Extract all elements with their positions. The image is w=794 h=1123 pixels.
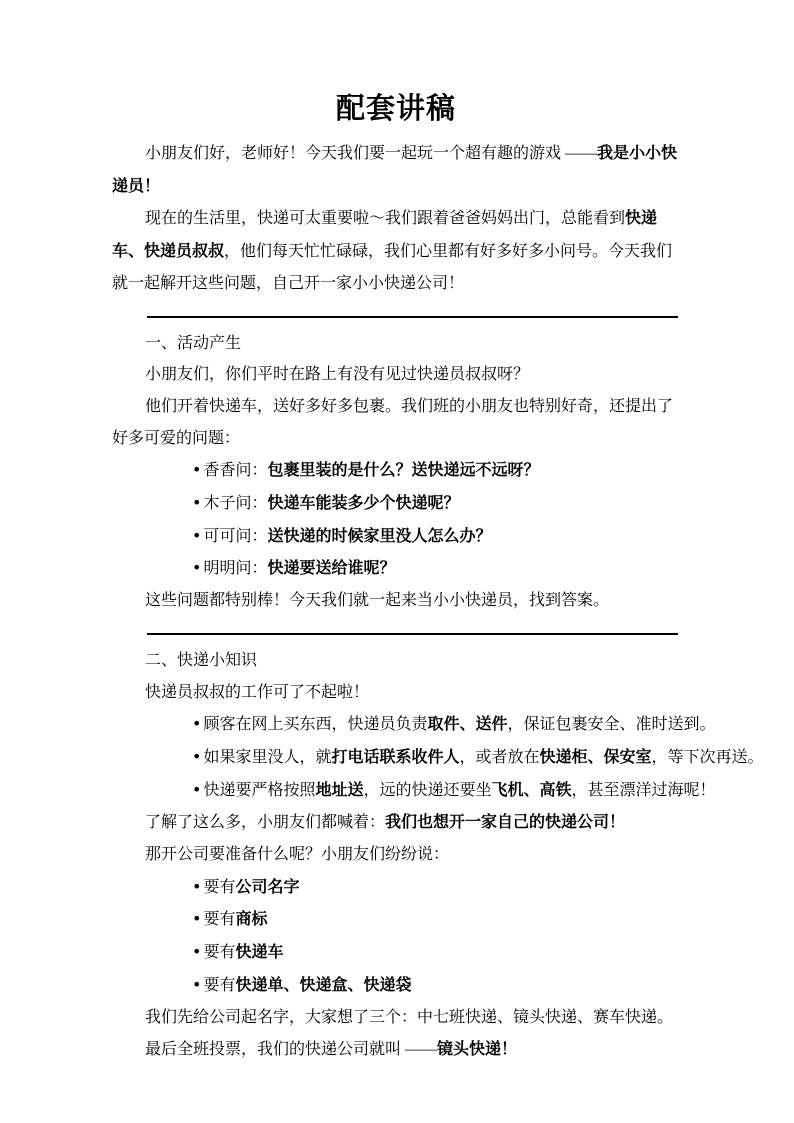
bullet-list-item — [112, 552, 680, 585]
text-segment: 木子问： — [203, 495, 268, 513]
text-segment: 一、活动产生 — [145, 334, 242, 352]
bullet-icon: • — [192, 909, 202, 929]
text-segment: 那开公司要准备什么呢？小朋友们纷纷说： — [145, 846, 450, 864]
paragraph — [112, 585, 680, 617]
text-segment: 如果家里没人，就 — [203, 748, 332, 766]
bullet-icon: • — [192, 876, 202, 896]
text-segment: 公司名字 — [235, 876, 300, 896]
bullet-icon: • — [192, 942, 202, 962]
text-segment: 香香问： — [203, 462, 268, 480]
text-segment: ，远的快递还要坐 — [363, 781, 492, 799]
bullet-icon: • — [192, 974, 202, 994]
text-segment: 可可问： — [203, 527, 268, 545]
text-segment: 顾客在网上买东西，快递员负责 — [203, 716, 428, 734]
section-divider — [147, 316, 678, 318]
text-segment: 送快递的时候家里没人怎么办？ — [267, 525, 492, 545]
section-divider — [147, 633, 678, 635]
text-segment: 明明问： — [203, 560, 268, 578]
bullet-icon: • — [192, 714, 202, 734]
text-segment: 现在的生活里，快递可太重要啦～我们跟着爸爸妈妈出门，总能看到 — [145, 210, 626, 228]
text-segment: 快递要严格按照 — [203, 781, 316, 799]
text-segment: 了解了这么多，小朋友们都喊着： — [145, 814, 386, 832]
bullet-icon: • — [192, 558, 202, 578]
paragraph — [112, 1002, 680, 1034]
bullet-icon: • — [192, 525, 202, 545]
text-segment: 快递车能装多少个快递呢？ — [267, 493, 460, 513]
text-segment: 我们也想开一家自己的快递公司！ — [385, 812, 626, 832]
section-heading — [112, 328, 680, 360]
bullet-list-item — [112, 520, 680, 553]
text-segment: 要有 — [203, 878, 236, 896]
text-segment: 快递要送给谁呢？ — [267, 558, 396, 578]
text-segment: ，他们每天忙忙碌碌，我们心里都有好多好多小问号。今天我们就一起解开这些问题，自己开一家小小快递公司！ — [112, 243, 673, 292]
bullet-list-item — [112, 774, 716, 807]
bullet-list-item — [112, 936, 680, 969]
text-segment: ，甚至漂洋过海呢！ — [571, 781, 716, 799]
text-segment: 打电话联系收件人 — [331, 746, 460, 766]
text-segment: ，保证包裹安全、准时送到。 — [507, 716, 716, 734]
text-segment: 他们开着快递车，送好多好多包裹。我们班的小朋友也特别好奇，还提出了好多可爱的问题： — [112, 397, 674, 447]
paragraph — [112, 677, 680, 709]
text-segment: 要有 — [203, 976, 236, 994]
text-segment: 地址送 — [315, 779, 364, 799]
text-segment: 快递员叔叔的工作可了不起啦！ — [145, 683, 370, 701]
text-segment: 最后全班投票，我们的快递公司就叫 —— — [145, 1041, 438, 1059]
text-segment: 飞机、高铁 — [491, 779, 572, 799]
paragraph — [112, 806, 680, 839]
bullet-list-item — [112, 708, 716, 741]
text-segment: 我们先给公司起名字，大家想了三个：中七班快递、镜头快递、赛车快递。 — [145, 1008, 674, 1026]
paragraph — [112, 1033, 680, 1066]
text-segment: 快递车、快递员叔叔 — [112, 208, 658, 261]
bullet-icon: • — [192, 746, 202, 766]
text-segment: 我是小小快递员！ — [112, 143, 678, 195]
text-segment: 小朋友们，你们平时在路上有没有见过快递员叔叔呀？ — [145, 366, 530, 384]
document-body — [112, 137, 764, 1066]
document-title: 配套讲稿 — [335, 93, 456, 125]
bullet-icon: • — [192, 493, 202, 513]
paragraph — [112, 137, 680, 202]
bullet-icon: • — [192, 779, 202, 799]
text-segment: 快递柜、保安室 — [539, 746, 652, 766]
paragraph — [112, 359, 680, 391]
bullet-list-item — [112, 741, 764, 774]
text-segment: ，或者放在 — [459, 748, 540, 766]
text-segment: ，等下次再送。 — [651, 748, 764, 766]
text-segment: 小朋友们好，老师好！今天我们要一起玩一个超有趣的游戏 —— — [145, 145, 598, 162]
paragraph — [112, 839, 680, 871]
bullet-list-item — [112, 969, 680, 1002]
text-segment: 这些问题都特别棒！今天我们就一起来当小小快递员，找到答案。 — [145, 592, 610, 610]
bullet-list-item — [112, 454, 680, 487]
text-segment: 快递单、快递盒、快递袋 — [235, 974, 412, 994]
text-segment: 取件、送件 — [427, 714, 508, 734]
text-segment: 要有 — [203, 944, 236, 962]
bullet-list-item — [112, 871, 680, 904]
text-segment: 二、快递小知识 — [145, 651, 258, 669]
paragraph — [112, 391, 680, 454]
text-segment: 要有 — [203, 911, 236, 929]
bullet-list-item — [112, 487, 680, 520]
text-segment: 镜头快递！ — [437, 1039, 518, 1059]
bullet-list-item — [112, 903, 680, 936]
text-segment: 包裹里装的是什么？送快递远不远呀？ — [267, 460, 540, 480]
text-segment: 商标 — [235, 909, 268, 929]
bullet-icon: • — [192, 460, 202, 480]
text-segment: 快递车 — [235, 942, 284, 962]
section-heading — [112, 645, 680, 677]
paragraph — [112, 202, 680, 299]
